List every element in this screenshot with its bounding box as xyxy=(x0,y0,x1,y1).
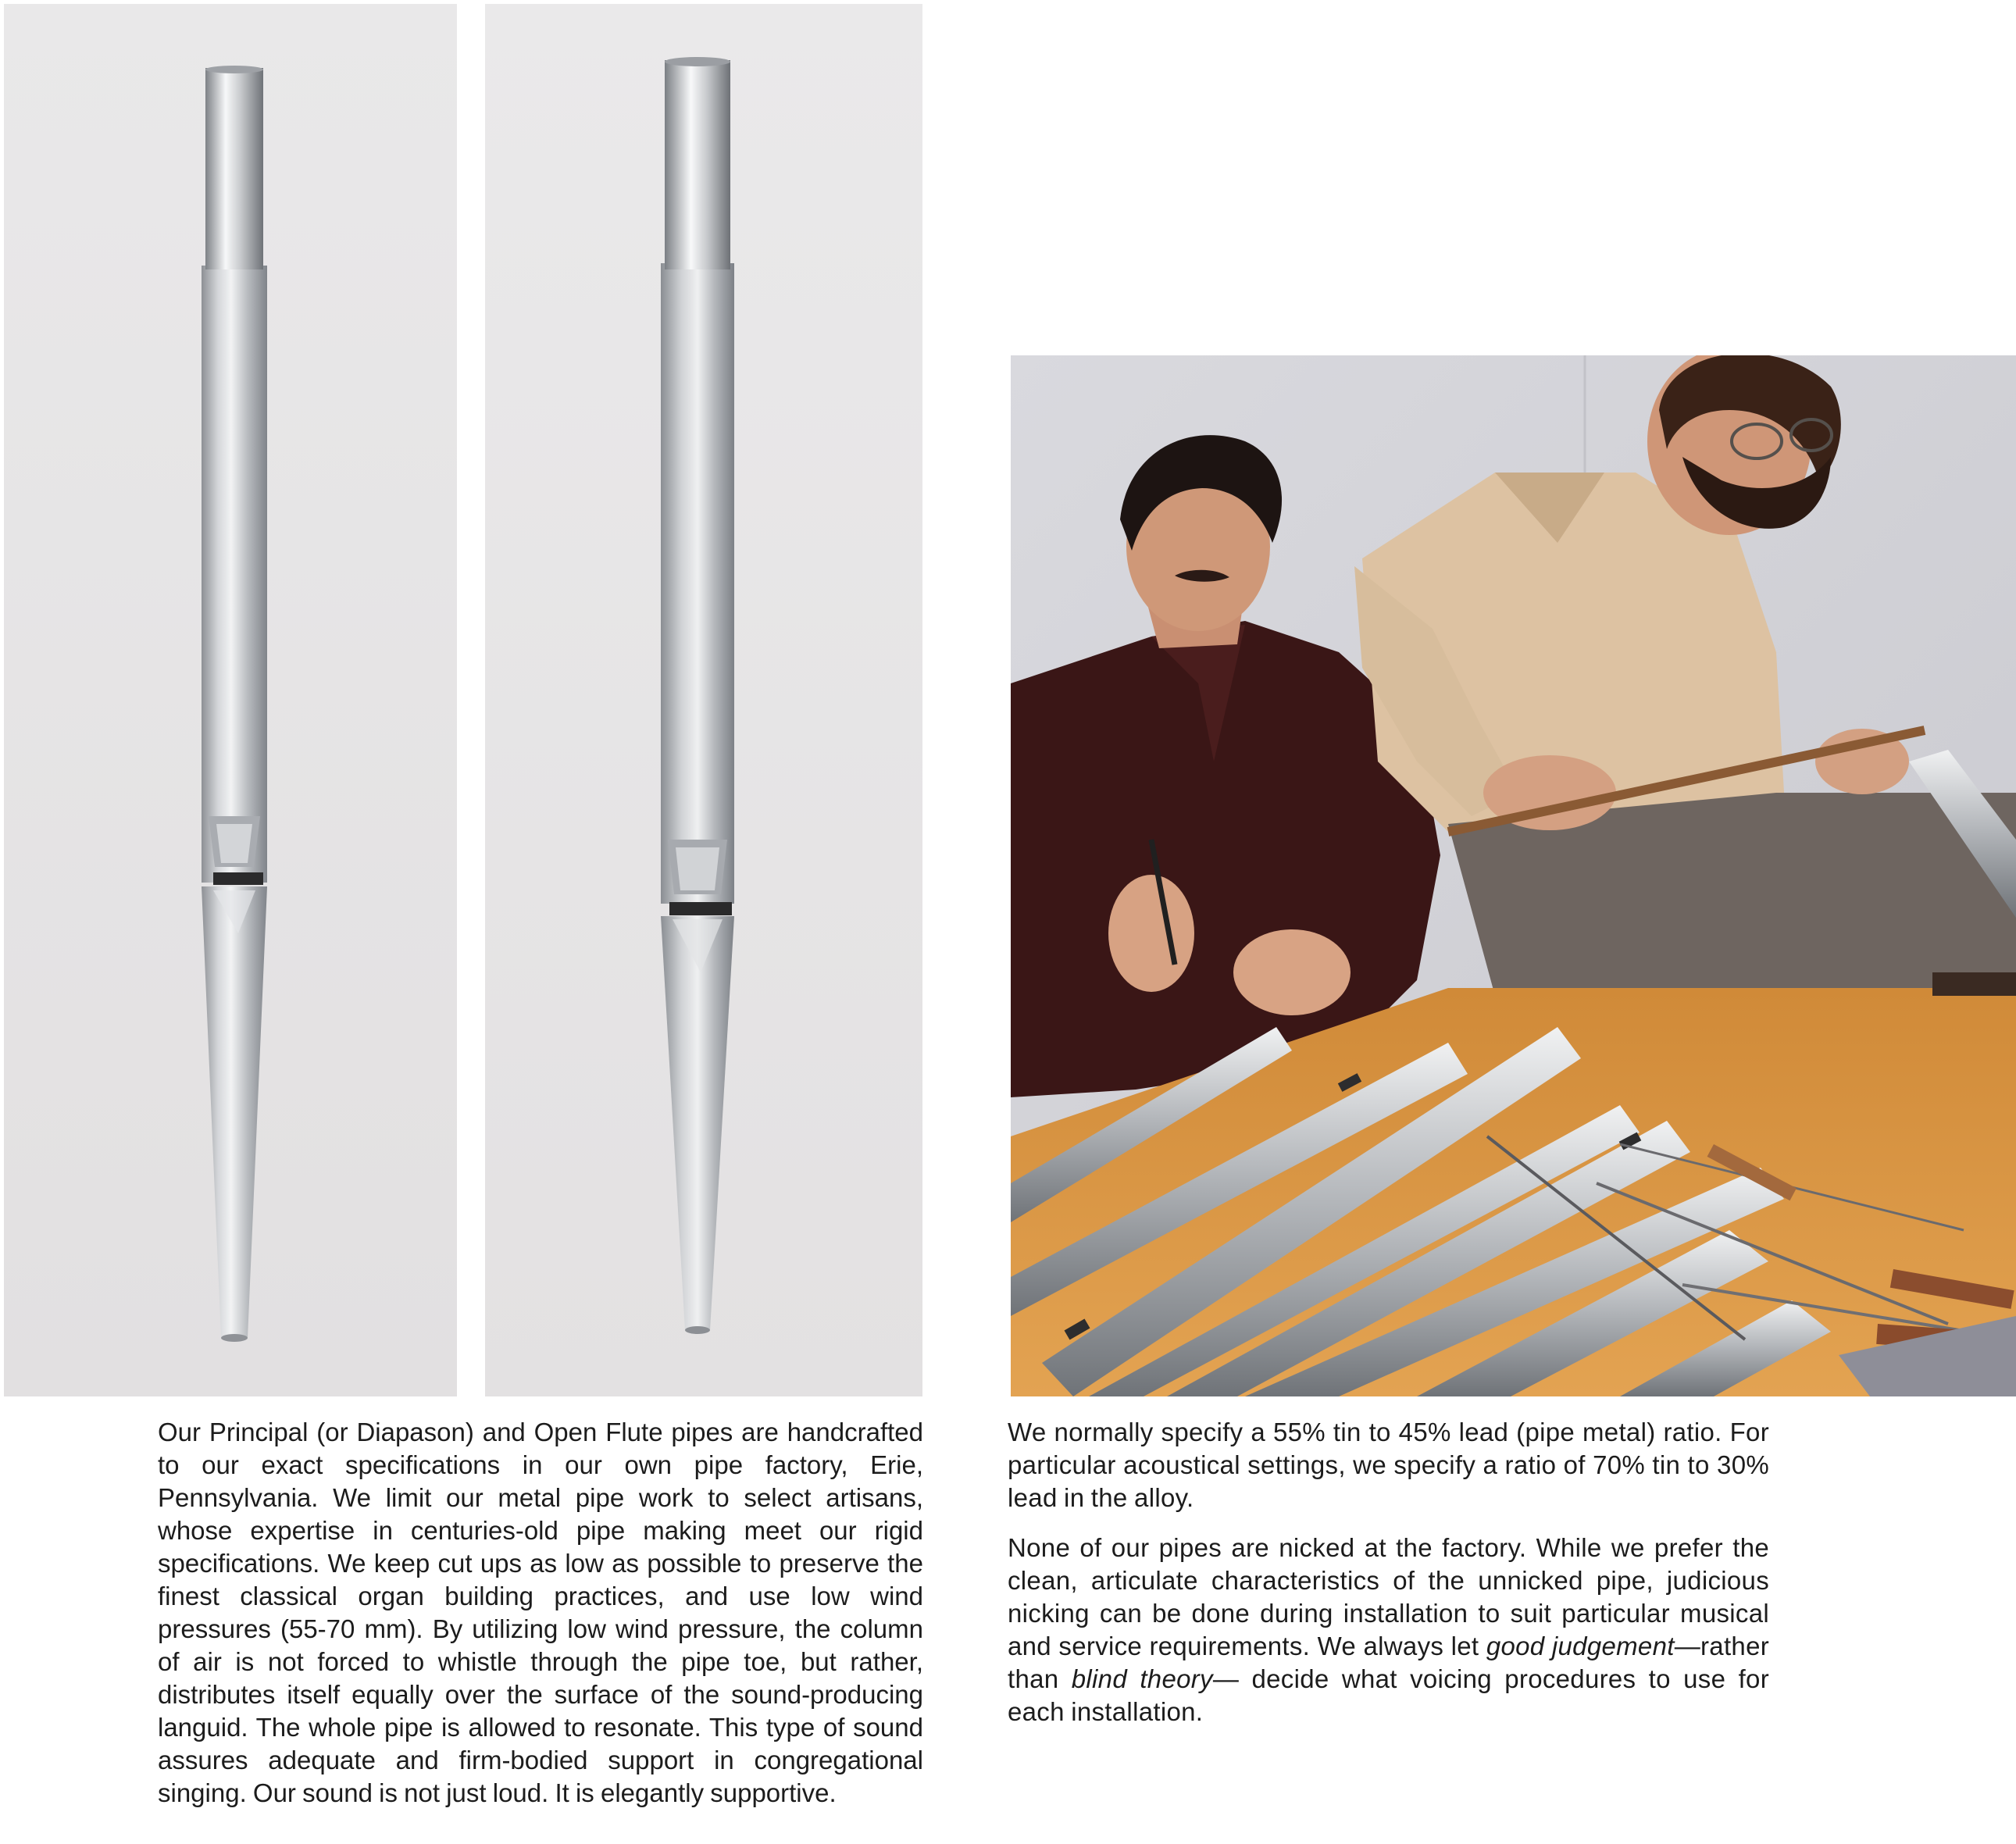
nicking-emphasis-blind-theory: blind theory xyxy=(1071,1664,1213,1693)
open-flute-pipe-photo xyxy=(485,4,922,1396)
nicking-text-part-2: —rather than xyxy=(1008,1632,1770,1693)
nicking-emphasis-good-judgement: good judgement xyxy=(1486,1632,1675,1660)
pipe-voicers-workshop-photo xyxy=(1011,355,2016,1396)
left-column-text xyxy=(158,1416,923,1810)
nicking-text-part-3: — decide what voicing procedures to use for each installation. xyxy=(1008,1664,1769,1726)
right-column-text xyxy=(1008,1416,1769,1728)
pipe-construction-paragraph: Our Principal (or Diapason) and Open Flute pipes are handcrafted to our exact specifications in our own pipe factory, Erie, Pennsylvania. We limit our metal pipe work to select artisans, whose expertise in centuries-old pipe making meet our rigid specifications. We keep cut ups as low as possible to preserve the finest classical organ building practices, and use low wind pressures (55-70 mm). By utilizing low wind pressure, the column of air is not forced to whistle through the pipe toe, but rather, distributes itself equally over the surface of the sound-producing languid. The whole pipe is allowed to resonate. This type of sound assures adequate and firm-bodied support in congregational singing. Our sound is not just loud. It is elegantly supportive. xyxy=(158,1418,923,1807)
principal-pipe-photo xyxy=(4,4,457,1396)
pipe-nicking-paragraph xyxy=(1008,1532,1769,1728)
pipe-metal-ratio-paragraph: We normally specify a 55% tin to 45% lead (pipe metal) ratio. For particular acoustical settings, we specify a ratio of 70% tin to 30% lead in the alloy. xyxy=(1008,1418,1769,1512)
nicking-text-part-1: None of our pipes are nicked at the factory. While we prefer the clean, articulate characteristics of the unnicked pipe, judicious nicking can be done during installation to suit particular musical and service requirements. We always let xyxy=(1008,1533,1769,1660)
